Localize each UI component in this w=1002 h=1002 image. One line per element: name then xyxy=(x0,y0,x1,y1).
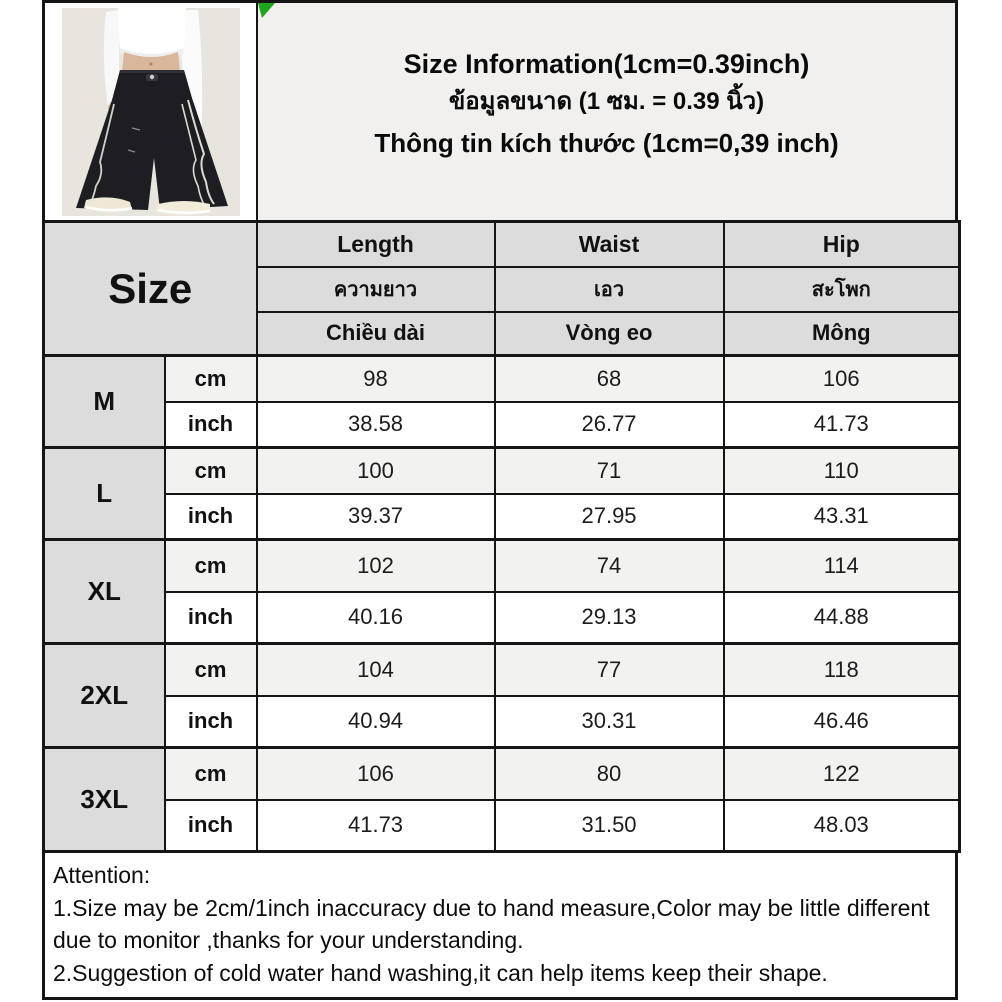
table-row-xl-inch xyxy=(44,592,960,644)
size-label-xl: XL xyxy=(44,540,165,644)
table-row-m-cm xyxy=(44,356,960,402)
value-l-waist-cm: 71 xyxy=(495,448,724,494)
value-m-length-inch: 38.58 xyxy=(257,402,495,448)
col-header-length-en: Length xyxy=(257,222,495,267)
product-photo-image xyxy=(62,8,240,216)
table-row-l-cm xyxy=(44,448,960,494)
table-row-l-inch xyxy=(44,494,960,540)
header-row-english xyxy=(44,222,960,267)
value-3xl-hip-cm: 122 xyxy=(724,748,960,800)
value-2xl-length-cm: 104 xyxy=(257,644,495,696)
value-2xl-hip-cm: 118 xyxy=(724,644,960,696)
title-thai: ข้อมูลขนาด (1 ซม. = 0.39 นิ้ว) xyxy=(448,88,765,115)
green-corner-marker-icon xyxy=(258,3,276,19)
table-row-2xl-inch xyxy=(44,696,960,748)
size-label-3xl: 3XL xyxy=(44,748,165,852)
value-xl-length-inch: 40.16 xyxy=(257,592,495,644)
unit-label-cm: cm xyxy=(165,448,257,494)
unit-label-inch: inch xyxy=(165,800,257,852)
attention-heading: Attention: xyxy=(53,862,151,888)
title-vietnamese: Thông tin kích thước (1cm=0,39 inch) xyxy=(374,128,839,158)
value-3xl-hip-inch: 48.03 xyxy=(724,800,960,852)
product-photo-cell xyxy=(45,3,258,220)
col-header-hip-vi: Mông xyxy=(724,312,960,356)
value-m-hip-cm: 106 xyxy=(724,356,960,402)
value-l-length-inch: 39.37 xyxy=(257,494,495,540)
top-section xyxy=(42,0,958,220)
size-header-cell: Size xyxy=(44,222,257,356)
unit-label-inch: inch xyxy=(165,592,257,644)
value-xl-hip-inch: 44.88 xyxy=(724,592,960,644)
value-2xl-length-inch: 40.94 xyxy=(257,696,495,748)
value-xl-hip-cm: 114 xyxy=(724,540,960,592)
value-xl-waist-inch: 29.13 xyxy=(495,592,724,644)
value-l-hip-cm: 110 xyxy=(724,448,960,494)
value-2xl-waist-inch: 30.31 xyxy=(495,696,724,748)
table-row-2xl-cm xyxy=(44,644,960,696)
value-l-waist-inch: 27.95 xyxy=(495,494,724,540)
unit-label-inch: inch xyxy=(165,494,257,540)
value-2xl-hip-inch: 46.46 xyxy=(724,696,960,748)
value-3xl-waist-inch: 31.50 xyxy=(495,800,724,852)
size-label-m: M xyxy=(44,356,165,448)
table-row-3xl-cm xyxy=(44,748,960,800)
value-3xl-waist-cm: 80 xyxy=(495,748,724,800)
unit-label-cm: cm xyxy=(165,644,257,696)
col-header-waist-en: Waist xyxy=(495,222,724,267)
table-row-3xl-inch xyxy=(44,800,960,852)
table-row-m-inch xyxy=(44,402,960,448)
value-xl-length-cm: 102 xyxy=(257,540,495,592)
value-m-length-cm: 98 xyxy=(257,356,495,402)
title-english: Size Information(1cm=0.39inch) xyxy=(403,49,810,79)
title-cell xyxy=(258,3,955,220)
col-header-waist-th: เอว xyxy=(495,267,724,312)
attention-line-2: 2.Suggestion of cold water hand washing,it can help items keep their shape. xyxy=(53,959,828,986)
size-label-l: L xyxy=(44,448,165,540)
col-header-hip-th: สะโพก xyxy=(724,267,960,312)
col-header-length-th: ความยาว xyxy=(257,267,495,312)
unit-label-cm: cm xyxy=(165,748,257,800)
value-3xl-length-cm: 106 xyxy=(257,748,495,800)
value-m-waist-inch: 26.77 xyxy=(495,402,724,448)
col-header-hip-en: Hip xyxy=(724,222,960,267)
size-table xyxy=(42,220,961,853)
attention-note xyxy=(42,853,958,1000)
col-header-waist-vi: Vòng eo xyxy=(495,312,724,356)
unit-label-inch: inch xyxy=(165,402,257,448)
unit-label-cm: cm xyxy=(165,356,257,402)
value-l-length-cm: 100 xyxy=(257,448,495,494)
attention-line-1: 1.Size may be 2cm/1inch inaccuracy due to hand measure,Color may be little different due to monitor ,thanks for your understanding. xyxy=(53,894,930,953)
size-chart-sheet xyxy=(42,0,958,1002)
value-l-hip-inch: 43.31 xyxy=(724,494,960,540)
value-3xl-length-inch: 41.73 xyxy=(257,800,495,852)
value-2xl-waist-cm: 77 xyxy=(495,644,724,696)
value-m-hip-inch: 41.73 xyxy=(724,402,960,448)
unit-label-inch: inch xyxy=(165,696,257,748)
col-header-length-vi: Chiều dài xyxy=(257,312,495,356)
value-m-waist-cm: 68 xyxy=(495,356,724,402)
size-label-2xl: 2XL xyxy=(44,644,165,748)
table-row-xl-cm xyxy=(44,540,960,592)
value-xl-waist-cm: 74 xyxy=(495,540,724,592)
unit-label-cm: cm xyxy=(165,540,257,592)
